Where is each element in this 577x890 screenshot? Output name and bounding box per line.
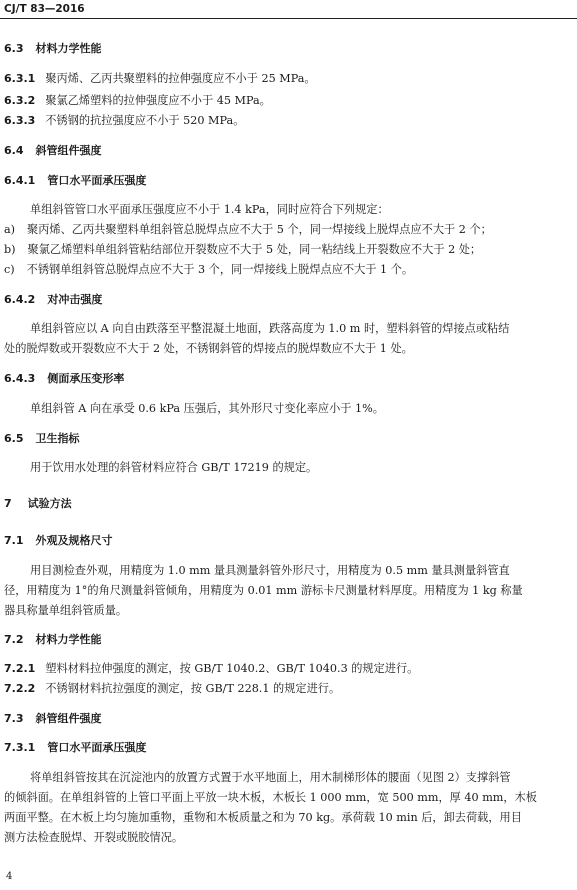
section-number: 6.4: [4, 144, 24, 157]
paragraph-line: 处的脱焊数或开裂数应不大于 2 处，不锈钢斜管的焊接点的脱焊数应不大于 1 处。: [4, 342, 413, 355]
clause-text: 聚氯乙烯塑料的拉伸强度应不小于 45 MPa。: [45, 94, 271, 107]
clause-6-3-3: [4, 114, 244, 128]
clause-number: 6.3.3: [4, 114, 36, 127]
clause-number: 7.2.1: [4, 662, 36, 675]
section-number: 6.3: [4, 42, 24, 55]
section-title: 斜管组件强度: [35, 712, 102, 725]
section-6-4-3-heading: [4, 372, 124, 386]
list-item: [4, 263, 413, 277]
section-7-3-1-heading: [4, 741, 146, 755]
clause-number: 7.2.2: [4, 682, 36, 695]
list-item: [4, 243, 481, 257]
list-item-text: 不锈钢单组斜管总脱焊点应不大于 3 个，同一焊接线上脱焊点应不大于 1 个。: [26, 263, 414, 276]
paragraph-line: 将单组斜管按其在沉淀池内的放置方式置于水平地面上，用木制梯形体的腰面（见图 2）支撑斜管: [30, 771, 511, 784]
paragraph-line: 两面平整。在木板上均匀施加重物，重物和木板质量之和为 70 kg。承荷载 10 min 后，卸去荷载，用目: [4, 811, 522, 824]
clause-text: 不锈钢的抗拉强度应不小于 520 MPa。: [45, 114, 245, 127]
section-number: 7.1: [4, 534, 24, 547]
section-title: 外观及规格尺寸: [35, 534, 113, 547]
clause-6-3-1: [4, 72, 316, 86]
section-number: 6.4.2: [4, 293, 36, 306]
section-6-4-1-heading: [4, 174, 146, 188]
clause-number: 6.3.1: [4, 72, 36, 85]
list-marker: a): [4, 223, 16, 236]
section-title: 管口水平面承压强度: [47, 174, 147, 187]
section-number: 6.4.1: [4, 174, 36, 187]
clause-text: 聚丙烯、乙丙共聚塑料的拉伸强度应不小于 25 MPa。: [45, 72, 316, 85]
list-marker: c): [4, 263, 15, 276]
list-item-text: 聚丙烯、乙丙共聚塑料单组斜管总脱焊点应不大于 5 个，同一焊接线上脱焊点应不大于 2 个；: [27, 223, 492, 236]
section-title: 试验方法: [27, 497, 72, 510]
section-title: 卫生指标: [35, 432, 80, 445]
clause-text: 不锈钢材料抗拉强度的测定，按 GB/T 228.1 的规定进行。: [45, 682, 341, 695]
paragraph: 单组斜管 A 向在承受 0.6 kPa 压强后，其外形尺寸变化率应小于 1%。: [30, 402, 384, 415]
section-7-2-heading: [4, 633, 102, 647]
section-6-4-2-heading: [4, 293, 102, 307]
paragraph: 用于饮用水处理的斜管材料应符合 GB/T 17219 的规定。: [30, 461, 318, 474]
list-marker: b): [4, 243, 16, 256]
section-title: 侧面承压变形率: [47, 372, 125, 385]
section-6-5-heading: [4, 432, 80, 446]
section-title: 对冲击强度: [47, 293, 103, 306]
section-title: 材料力学性能: [35, 633, 102, 646]
section-title: 材料力学性能: [35, 42, 102, 55]
paragraph-line: 器具称量单组斜管质量。: [4, 604, 128, 617]
paragraph-line: 单组斜管应以 A 向自由跌落至平整混凝土地面，跌落高度为 1.0 m 时，塑料斜管的焊接点或粘结: [30, 322, 510, 335]
section-7-heading: [4, 497, 72, 511]
paragraph-line: 的倾斜面。在单组斜管的上管口平面上平放一块木板，木板长 1 000 mm，宽 500 mm，厚 40 mm，木板: [4, 791, 537, 804]
section-title: 斜管组件强度: [35, 144, 102, 157]
paragraph-line: 用目测检查外观，用精度为 1.0 mm 量具测量斜管外形尺寸，用精度为 0.5 mm 量具测量斜管直: [30, 564, 510, 577]
section-number: 6.4.3: [4, 372, 36, 385]
section-number: 7: [4, 497, 12, 510]
header-rule: [0, 18, 577, 19]
section-number: 6.5: [4, 432, 24, 445]
section-number: 7.2: [4, 633, 24, 646]
section-7-3-heading: [4, 712, 102, 726]
section-6-3-heading: [4, 42, 102, 56]
section-7-1-heading: [4, 534, 113, 548]
paragraph: 单组斜管管口水平面承压强度应不小于 1.4 kPa，同时应符合下列规定：: [30, 203, 389, 216]
clause-6-3-2: [4, 94, 271, 108]
paragraph-line: 径，用精度为 1°的角尺测量斜管倾角，用精度为 0.01 mm 游标卡尺测量材料厚度。用精度为 1 kg 称量: [4, 584, 523, 597]
page-number: 4: [6, 871, 13, 882]
clause-7-2-1: [4, 662, 418, 676]
clause-number: 6.3.2: [4, 94, 36, 107]
section-title: 管口水平面承压强度: [47, 741, 147, 754]
section-number: 7.3.1: [4, 741, 36, 754]
standard-code: CJ/T 83—2016: [4, 3, 85, 15]
list-item-text: 聚氯乙烯塑料单组斜管粘结部位开裂数应不大于 5 处，同一粘结线上开裂数应不大于 2 处；: [27, 243, 482, 256]
clause-text: 塑料材料拉伸强度的测定，按 GB/T 1040.2、GB/T 1040.3 的规定进行。: [45, 662, 419, 675]
clause-7-2-2: [4, 682, 340, 696]
section-6-4-heading: [4, 144, 102, 158]
paragraph-line: 测方法检查脱焊、开裂或脱胶情况。: [4, 831, 184, 844]
list-item: [4, 223, 492, 237]
section-number: 7.3: [4, 712, 24, 725]
